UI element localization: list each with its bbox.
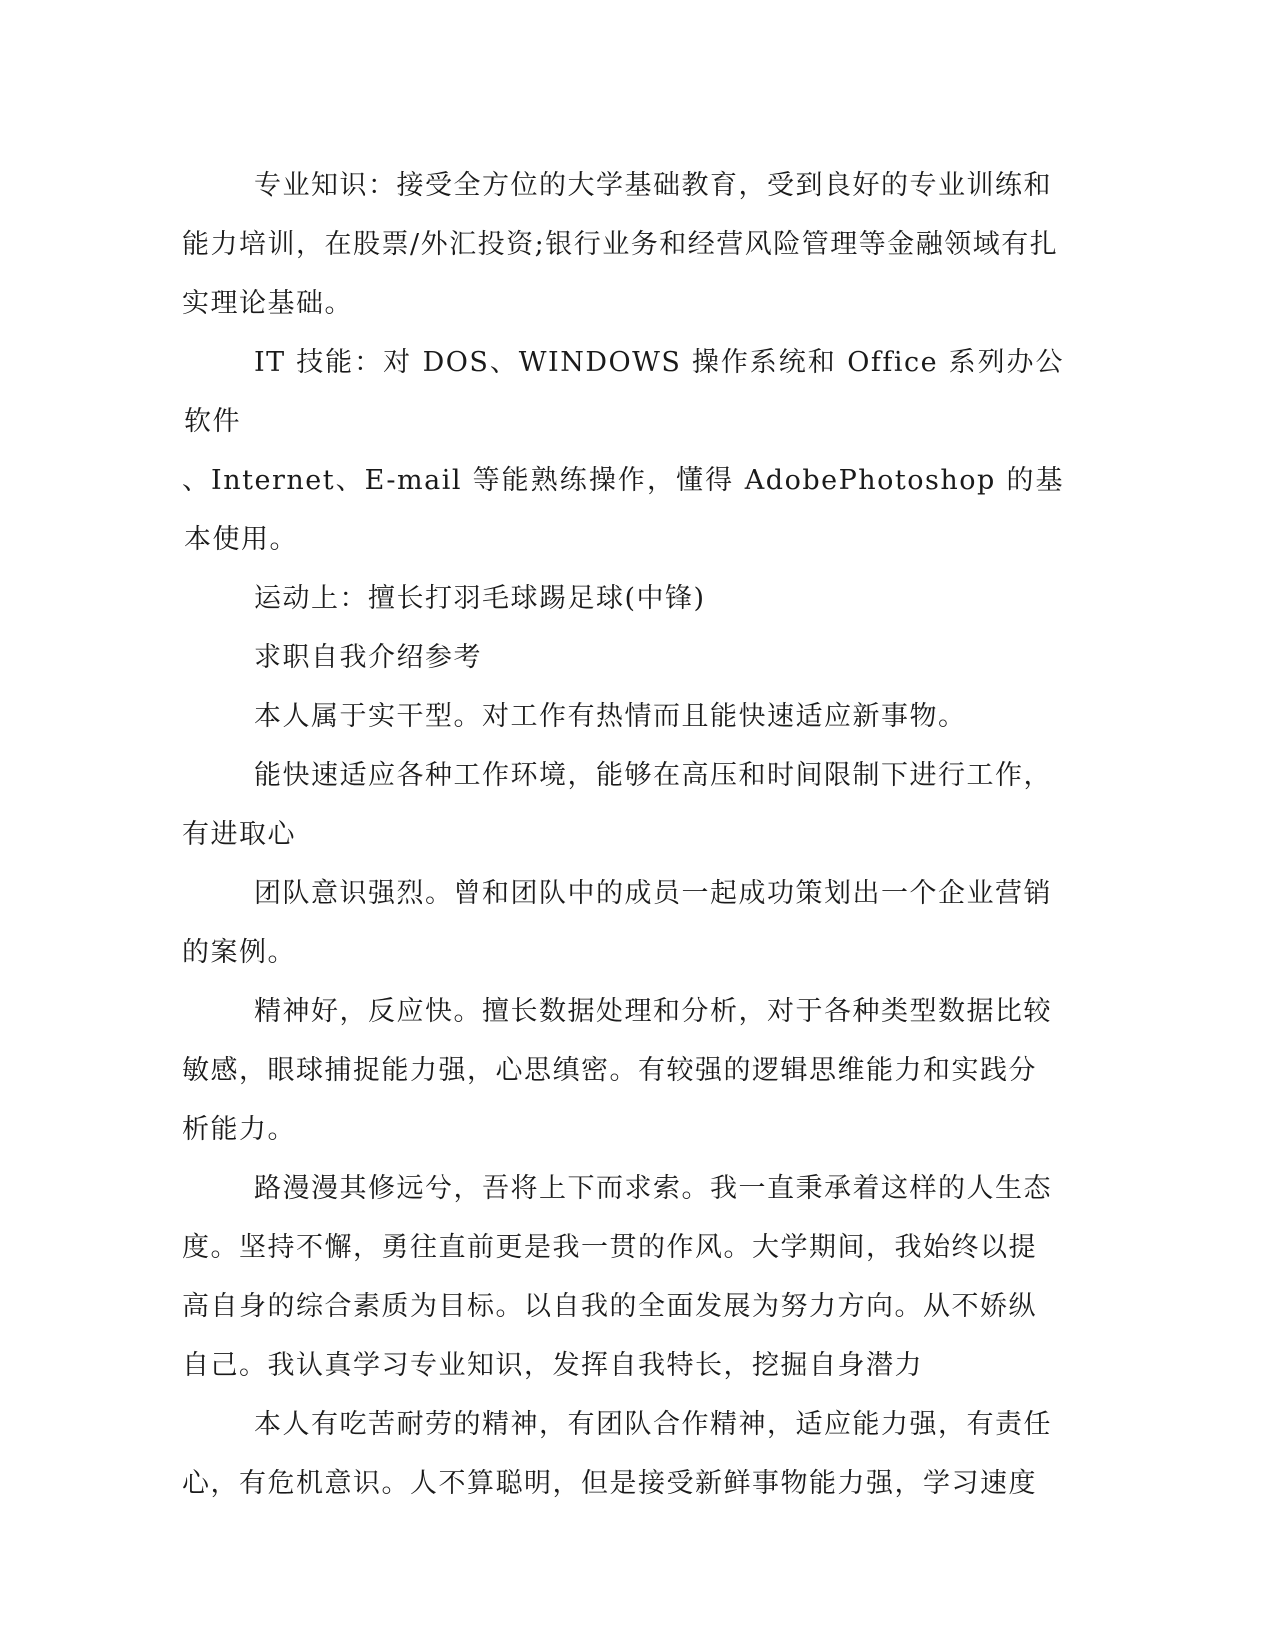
text-line: 专业知识：接受全方位的大学基础教育，受到良好的专业训练和: [254, 170, 1052, 201]
paragraph-it-skills: [184, 333, 1064, 569]
text-line: 实理论基础。: [182, 288, 353, 319]
text-line: 运动上：擅长打羽毛球踢足球(中锋): [254, 583, 706, 614]
text-line: 路漫漫其修远兮，吾将上下而求索。我一直秉承着这样的人生态: [254, 1173, 1052, 1204]
paragraph-practical-type: [184, 687, 1064, 746]
text-line: 高自身的综合素质为目标。以自我的全面发展为努力方向。从不娇纵: [182, 1291, 1037, 1322]
paragraph-professional-knowledge: [184, 156, 1064, 333]
text-line: IT 技能：对 DOS、WINDOWS 操作系统和 Office 系列办公软件: [184, 347, 1064, 437]
text-line: 敏感，眼球捕捉能力强，心思缜密。有较强的逻辑思维能力和实践分: [182, 1055, 1037, 1086]
text-line: 团队意识强烈。曾和团队中的成员一起成功策划出一个企业营销: [254, 878, 1052, 909]
text-line: 能快速适应各种工作环境，能够在高压和时间限制下进行工作，: [254, 760, 1052, 791]
section-heading: [184, 628, 1064, 687]
paragraph-sports: [184, 569, 1064, 628]
text-line: 析能力。: [182, 1114, 296, 1145]
text-line: 的案例。: [182, 937, 296, 968]
text-line: 有进取心: [182, 819, 296, 850]
text-line: 自己。我认真学习专业知识，发挥自我特长，挖掘自身潜力: [182, 1350, 923, 1381]
text-line: 心，有危机意识。人不算聪明，但是接受新鲜事物能力强，学习速度: [182, 1468, 1037, 1499]
paragraph-data-analysis: [184, 982, 1064, 1159]
text-line: 度。坚持不懈，勇往直前更是我一贯的作风。大学期间，我始终以提: [182, 1232, 1037, 1263]
paragraph-adaptability: [184, 746, 1064, 864]
text-line: 精神好，反应快。擅长数据处理和分析，对于各种类型数据比较: [254, 996, 1052, 1027]
text-line: 本人有吃苦耐劳的精神，有团队合作精神，适应能力强，有责任: [254, 1409, 1052, 1440]
text-line: 本人属于实干型。对工作有热情而且能快速适应新事物。: [254, 701, 967, 732]
text-line: 、Internet、E-mail 等能熟练操作，懂得 AdobePhotoshop 的基本使用。: [182, 465, 1064, 555]
paragraph-hardworking: [184, 1395, 1064, 1513]
paragraph-life-attitude: [184, 1159, 1064, 1395]
text-line: 求职自我介绍参考: [254, 642, 482, 673]
text-line: 能力培训，在股票/外汇投资;银行业务和经营风险管理等金融领域有扎: [182, 229, 1059, 260]
paragraph-teamwork: [184, 864, 1064, 982]
document-body: [184, 156, 1064, 1513]
